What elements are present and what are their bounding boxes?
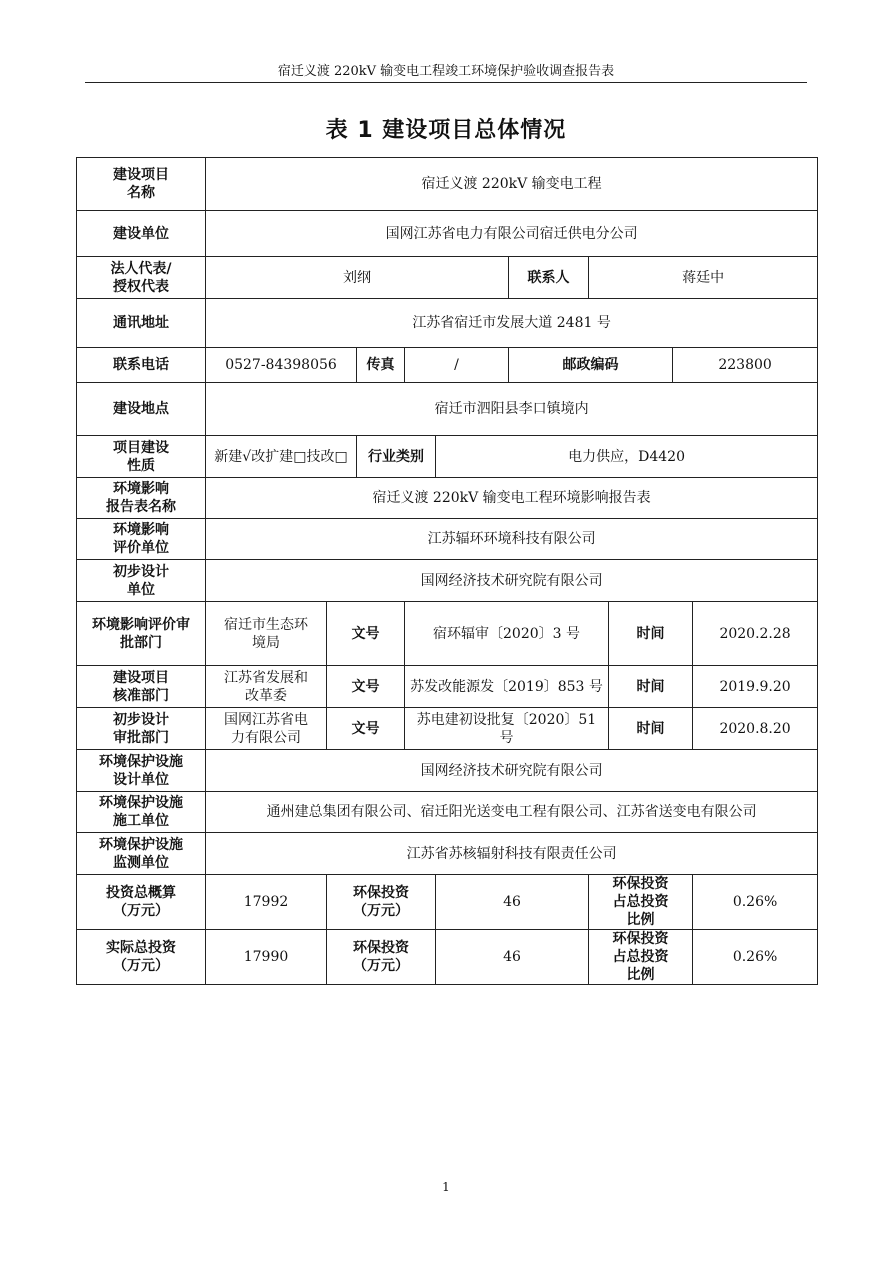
row-address	[77, 299, 818, 348]
investment-total: 17990	[206, 930, 327, 985]
nature-value: 新建√改扩建□技改□	[206, 436, 357, 478]
builder-value: 国网江苏省电力有限公司宿迁供电分公司	[206, 211, 818, 257]
row-legal-rep	[77, 257, 818, 299]
prelim-unit-value: 国网经济技术研究院有限公司	[206, 560, 818, 602]
doc-no-label: 文号	[327, 666, 405, 708]
env-investment-label: 环保投资 （万元）	[327, 875, 436, 930]
row-env-monitor	[77, 833, 818, 875]
address-value: 江苏省宿迁市发展大道 2481 号	[206, 299, 818, 348]
eia-unit-value: 江苏辐环环境科技有限公司	[206, 519, 818, 560]
industry-value: 电力供应，D4420	[436, 436, 818, 478]
approval-doc: 苏发改能源发〔2019〕853 号	[405, 666, 609, 708]
phone-label: 联系电话	[77, 348, 206, 383]
approval-label: 环境影响评价审 批部门	[77, 602, 206, 666]
row-investment-actual	[77, 930, 818, 985]
fax-label: 传真	[357, 348, 405, 383]
env-ratio-value: 0.26%	[693, 875, 818, 930]
row-approval-project	[77, 666, 818, 708]
nature-label: 项目建设 性质	[77, 436, 206, 478]
env-design-value: 国网经济技术研究院有限公司	[206, 750, 818, 792]
investment-label: 投资总概算 （万元）	[77, 875, 206, 930]
page-title: 表 1 建设项目总体情况	[325, 118, 567, 143]
postcode-label: 邮政编码	[509, 348, 673, 383]
phone-value: 0527-84398056	[206, 348, 357, 383]
approval-doc: 宿环辐审〔2020〕3 号	[405, 602, 609, 666]
env-monitor-label: 环境保护设施 监测单位	[77, 833, 206, 875]
row-env-design	[77, 750, 818, 792]
doc-no-label: 文号	[327, 708, 405, 750]
approval-label: 初步设计 审批部门	[77, 708, 206, 750]
row-investment-budget	[77, 875, 818, 930]
env-investment-label: 环保投资 （万元）	[327, 930, 436, 985]
investment-label: 实际总投资 （万元）	[77, 930, 206, 985]
doc-no-label: 文号	[327, 602, 405, 666]
time-label: 时间	[609, 708, 693, 750]
legal-rep-value: 刘纲	[206, 257, 509, 299]
env-investment-value: 46	[436, 875, 589, 930]
row-builder	[77, 211, 818, 257]
eia-unit-label: 环境影响 评价单位	[77, 519, 206, 560]
running-header: 宿迁义渡 220kV 输变电工程竣工环境保护验收调查报告表	[277, 64, 615, 79]
approval-dept: 宿迁市生态环 境局	[206, 602, 327, 666]
approval-time: 2019.9.20	[693, 666, 818, 708]
row-prelim-unit	[77, 560, 818, 602]
env-ratio-label: 环保投资 占总投资 比例	[589, 875, 693, 930]
project-name-label: 建设项目 名称	[77, 158, 206, 211]
env-investment-value: 46	[436, 930, 589, 985]
env-construct-label: 环境保护设施 施工单位	[77, 792, 206, 833]
site-value: 宿迁市泗阳县李口镇境内	[206, 383, 818, 436]
approval-dept: 国网江苏省电 力有限公司	[206, 708, 327, 750]
legal-rep-label: 法人代表/ 授权代表	[77, 257, 206, 299]
industry-label: 行业类别	[357, 436, 436, 478]
row-eia-unit	[77, 519, 818, 560]
time-label: 时间	[609, 666, 693, 708]
approval-label: 建设项目 核准部门	[77, 666, 206, 708]
investment-total: 17992	[206, 875, 327, 930]
row-project-name	[77, 158, 818, 211]
project-overview-table	[76, 157, 818, 985]
row-approval-eia	[77, 602, 818, 666]
contact-label: 联系人	[509, 257, 589, 299]
env-ratio-label: 环保投资 占总投资 比例	[589, 930, 693, 985]
contact-value: 蒋廷中	[589, 257, 818, 299]
row-approval-prelim	[77, 708, 818, 750]
row-site	[77, 383, 818, 436]
row-eia-report	[77, 478, 818, 519]
builder-label: 建设单位	[77, 211, 206, 257]
env-monitor-value: 江苏省苏核辐射科技有限责任公司	[206, 833, 818, 875]
env-construct-value: 通州建总集团有限公司、宿迁阳光送变电工程有限公司、江苏省送变电有限公司	[206, 792, 818, 833]
fax-value: /	[405, 348, 509, 383]
approval-doc: 苏电建初设批复〔2020〕51 号	[405, 708, 609, 750]
row-phone	[77, 348, 818, 383]
page-number: 1	[442, 1180, 450, 1194]
postcode-value: 223800	[673, 348, 818, 383]
row-nature	[77, 436, 818, 478]
eia-report-label: 环境影响 报告表名称	[77, 478, 206, 519]
approval-dept: 江苏省发展和 改革委	[206, 666, 327, 708]
time-label: 时间	[609, 602, 693, 666]
env-design-label: 环境保护设施 设计单位	[77, 750, 206, 792]
site-label: 建设地点	[77, 383, 206, 436]
address-label: 通讯地址	[77, 299, 206, 348]
eia-report-value: 宿迁义渡 220kV 输变电工程环境影响报告表	[206, 478, 818, 519]
header-rule	[85, 82, 807, 83]
approval-time: 2020.2.28	[693, 602, 818, 666]
env-ratio-value: 0.26%	[693, 930, 818, 985]
prelim-unit-label: 初步设计 单位	[77, 560, 206, 602]
row-env-construct	[77, 792, 818, 833]
project-name-value: 宿迁义渡 220kV 输变电工程	[206, 158, 818, 211]
approval-time: 2020.8.20	[693, 708, 818, 750]
